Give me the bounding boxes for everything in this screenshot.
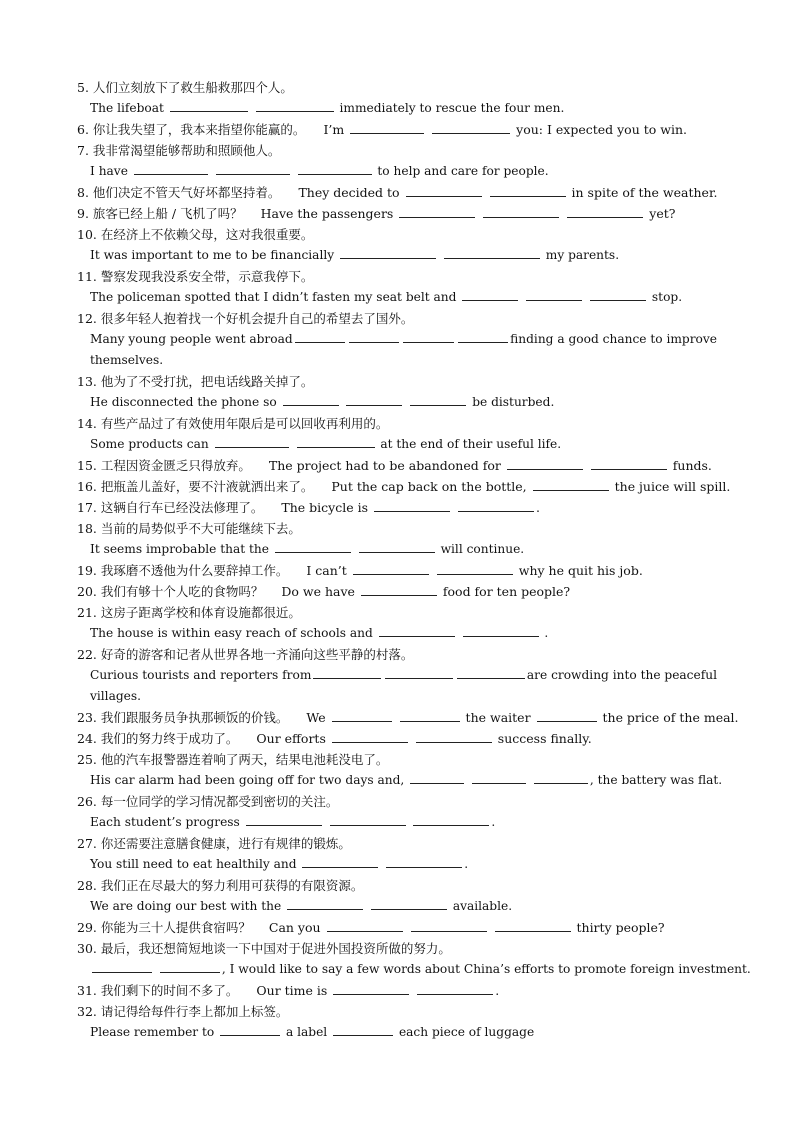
question-number: 29.: [77, 920, 97, 935]
question-number: 28.: [77, 878, 97, 893]
english-sentence: [0, 854, 794, 875]
chinese-prompt: 好奇的游客和记者从世界各地一齐涌向这些平静的村落。: [100, 647, 414, 662]
answer-blank[interactable]: [302, 855, 378, 868]
sentence-text: the waiter: [461, 710, 535, 725]
english-sentence: [323, 122, 687, 137]
english-sentence-continued: villages.: [90, 689, 141, 703]
question-item: [0, 413, 794, 455]
answer-blank[interactable]: [483, 205, 559, 218]
english-sentence: [0, 1022, 794, 1043]
english-sentence: [0, 959, 794, 980]
answer-blank[interactable]: [332, 730, 408, 743]
answer-blank[interactable]: [346, 393, 402, 406]
question-item: [0, 980, 794, 1001]
chinese-prompt: 最后，我还想简短地谈一下中国对于促进外国投资所做的努力。: [100, 941, 451, 956]
question-number: 14.: [77, 416, 97, 431]
question-number: 16.: [77, 479, 97, 494]
question-number: 15.: [77, 458, 97, 473]
sentence-text: stop.: [648, 290, 683, 304]
question-item: [0, 266, 794, 308]
answer-blank[interactable]: [416, 730, 492, 743]
sentence-text: to help and care for people.: [373, 164, 549, 178]
sentence-text: Curious tourists and reporters from: [90, 668, 312, 682]
question-number: 7.: [77, 143, 89, 158]
answer-blank[interactable]: [432, 121, 510, 134]
english-sentence: [0, 98, 794, 119]
sentence-text: You still need to eat healthily and: [90, 857, 301, 871]
english-sentence: [0, 245, 794, 266]
answer-blank[interactable]: [591, 457, 667, 470]
answer-blank[interactable]: [400, 709, 460, 722]
sentence-text: [411, 983, 415, 998]
answer-blank[interactable]: [444, 246, 540, 259]
question-item: [0, 707, 794, 728]
answer-blank[interactable]: [590, 288, 646, 301]
english-sentence: [306, 710, 738, 725]
chinese-prompt: 这房子距离学校和体育设施都很近。: [100, 605, 301, 620]
answer-blank[interactable]: [332, 709, 392, 722]
question-number: 9.: [77, 206, 89, 221]
answer-blank[interactable]: [349, 330, 399, 343]
sentence-text: Our time is: [256, 983, 332, 998]
answer-blank[interactable]: [361, 583, 437, 596]
answer-blank[interactable]: [353, 562, 429, 575]
sentence-text: They decided to: [298, 185, 404, 200]
sentence-text: the price of the meal.: [598, 710, 739, 725]
sentence-text: I’m: [323, 122, 349, 137]
english-sentence: [269, 920, 665, 935]
question-number: 21.: [77, 605, 97, 620]
sentence-text: [457, 626, 461, 640]
chinese-prompt: 很多年轻人抱着找一个好机会提升自己的希望去了国外。: [100, 311, 414, 326]
chinese-prompt: 当前的局势似乎不大可能继续下去。: [100, 521, 301, 536]
sentence-text: [484, 185, 488, 200]
answer-blank[interactable]: [215, 435, 289, 448]
question-item: [0, 728, 794, 749]
sentence-text: yet?: [645, 206, 676, 221]
sentence-text: available.: [448, 899, 513, 913]
english-sentence: [281, 584, 570, 599]
question-number: 32.: [77, 1004, 97, 1019]
english-sentence: [0, 329, 717, 350]
sentence-text: [380, 857, 384, 871]
chinese-prompt: 他为了不受打扰，把电话线路关掉了。: [100, 374, 314, 389]
answer-blank[interactable]: [386, 855, 462, 868]
chinese-prompt: 请记得给每件行李上都加上标签。: [100, 1004, 289, 1019]
sentence-text: We are doing our best with the: [90, 899, 286, 913]
answer-blank[interactable]: [457, 666, 525, 679]
english-sentence: [331, 479, 730, 494]
sentence-text: Can you: [268, 920, 325, 935]
answer-blank[interactable]: [330, 813, 406, 826]
sentence-text: It was important to me to be financially: [90, 248, 339, 262]
question-number: 27.: [77, 836, 97, 851]
answer-blank[interactable]: [327, 919, 403, 932]
answer-blank[interactable]: [298, 162, 372, 175]
english-sentence: [0, 896, 794, 917]
chinese-prompt: 工程因资金匮乏只得放弃。: [100, 458, 251, 473]
english-sentence-continued: themselves.: [90, 353, 164, 367]
answer-blank[interactable]: [526, 288, 582, 301]
sentence-text: [154, 962, 158, 976]
chinese-prompt: 每一位同学的学习情况都受到密切的关注。: [100, 794, 339, 809]
english-sentence: [281, 500, 540, 515]
sentence-text: .: [535, 500, 540, 515]
answer-blank[interactable]: [379, 624, 455, 637]
answer-blank[interactable]: [359, 540, 435, 553]
answer-blank[interactable]: [399, 205, 475, 218]
answer-blank[interactable]: [371, 897, 447, 910]
sentence-text: Do we have: [281, 584, 359, 599]
question-item: [0, 875, 794, 917]
sentence-text: [394, 710, 398, 725]
sentence-text: [404, 395, 408, 409]
sentence-text: finding a good chance to improve: [510, 332, 717, 346]
question-item: [0, 182, 794, 203]
question-item: [0, 791, 794, 833]
answer-blank[interactable]: [472, 771, 526, 784]
answer-blank[interactable]: [313, 666, 381, 679]
answer-blank[interactable]: [490, 184, 566, 197]
answer-blank[interactable]: [533, 478, 609, 491]
answer-blank[interactable]: [295, 330, 345, 343]
english-sentence: [261, 206, 676, 221]
sentence-text: [365, 899, 369, 913]
sentence-text: Have the passengers: [260, 206, 398, 221]
sentence-text: The policeman spotted that I didn’t fasten my seat belt and: [90, 290, 461, 304]
sentence-text: [324, 815, 328, 829]
question-item: [0, 119, 794, 140]
question-number: 23.: [77, 710, 97, 725]
chinese-prompt: 他的汽车报警器连着响了两天，结果电池耗没电了。: [100, 752, 389, 767]
question-number: 30.: [77, 941, 97, 956]
sentence-text: We: [306, 710, 330, 725]
answer-blank[interactable]: [350, 121, 424, 134]
sentence-text: Our efforts: [256, 731, 330, 746]
question-item: [0, 644, 794, 707]
sentence-text: are crowding into the peaceful: [526, 668, 717, 682]
answer-blank[interactable]: [507, 457, 583, 470]
question-item: [0, 602, 794, 644]
question-number: 22.: [77, 647, 97, 662]
question-item: [0, 518, 794, 560]
question-number: 10.: [77, 227, 97, 242]
chinese-prompt: 在经济上不依赖父母，这对我很重要。: [100, 227, 314, 242]
english-sentence: [298, 185, 717, 200]
chinese-prompt: 他们决定不管天气好坏都坚持着。: [92, 185, 281, 200]
sentence-text: .: [495, 983, 500, 998]
english-sentence: [256, 731, 591, 746]
answer-blank[interactable]: [406, 184, 482, 197]
sentence-text: thirty people?: [572, 920, 665, 935]
exercise-sheet: [0, 77, 794, 1043]
question-number: 17.: [77, 500, 97, 515]
sentence-text: [466, 773, 470, 787]
sentence-text: The lifeboat: [90, 101, 168, 115]
sentence-text: in spite of the weather.: [567, 185, 718, 200]
answer-blank[interactable]: [283, 393, 339, 406]
chinese-prompt: 警察发现我没系安全带，示意我停下。: [100, 269, 314, 284]
answer-blank[interactable]: [495, 919, 571, 932]
question-item: [0, 581, 794, 602]
sentence-text: The project had to be abandoned for: [268, 458, 505, 473]
sentence-text: The house is within easy reach of schools and: [90, 626, 377, 640]
sentence-text: Some products can: [90, 437, 213, 451]
english-sentence: [269, 458, 712, 473]
question-item: [0, 497, 794, 518]
question-number: 18.: [77, 521, 97, 536]
answer-blank[interactable]: [417, 982, 493, 995]
answer-blank[interactable]: [411, 919, 487, 932]
sentence-text: The bicycle is: [281, 500, 372, 515]
english-sentence: [0, 392, 794, 413]
question-item: [0, 224, 794, 266]
chinese-prompt: 我们剩下的时间不多了。: [100, 983, 239, 998]
sentence-text: [292, 164, 296, 178]
sentence-text: [561, 206, 565, 221]
chinese-prompt: 你让我失望了，我本来指望你能赢的。: [92, 122, 306, 137]
english-sentence: [0, 539, 794, 560]
answer-blank[interactable]: [333, 1023, 393, 1036]
answer-blank[interactable]: [333, 982, 409, 995]
english-sentence: [0, 161, 794, 182]
chinese-prompt: 人们立刻放下了救生船救那四个人。: [92, 80, 293, 95]
answer-blank[interactable]: [410, 771, 464, 784]
answer-blank[interactable]: [385, 666, 453, 679]
question-item: [0, 476, 794, 497]
answer-blank[interactable]: [437, 562, 513, 575]
question-number: 13.: [77, 374, 97, 389]
sentence-text: [477, 206, 481, 221]
sentence-text: [405, 920, 409, 935]
answer-blank[interactable]: [297, 435, 375, 448]
sentence-text: , I would like to say a few words about China’s efforts to promote foreign investment.: [221, 962, 751, 976]
english-sentence: [0, 812, 794, 833]
answer-blank[interactable]: [134, 162, 208, 175]
english-sentence: [0, 434, 794, 455]
english-sentence: [256, 983, 499, 998]
question-item: [0, 308, 794, 371]
answer-blank[interactable]: [567, 205, 643, 218]
english-sentence: [306, 563, 642, 578]
answer-blank[interactable]: [537, 709, 597, 722]
sentence-text: It seems improbable that the: [90, 542, 273, 556]
answer-blank[interactable]: [287, 897, 363, 910]
sentence-text: my parents.: [541, 248, 620, 262]
sentence-text: [431, 563, 435, 578]
question-number: 31.: [77, 983, 97, 998]
sentence-text: Many young people went abroad: [90, 332, 293, 346]
question-number: 8.: [77, 185, 89, 200]
answer-blank[interactable]: [413, 813, 489, 826]
question-number: 20.: [77, 584, 97, 599]
question-number: 11.: [77, 269, 97, 284]
answer-blank[interactable]: [410, 393, 466, 406]
sentence-text: [250, 101, 254, 115]
sentence-text: I can’t: [306, 563, 351, 578]
question-item: [0, 455, 794, 476]
answer-blank[interactable]: [92, 960, 152, 973]
english-sentence: [0, 770, 794, 791]
question-item: [0, 77, 794, 119]
sentence-text: [489, 920, 493, 935]
question-item: [0, 938, 794, 980]
sentence-text: a label: [282, 1025, 332, 1039]
chinese-prompt: 我琢磨不透他为什么要辞掉工作。: [100, 563, 289, 578]
chinese-prompt: 我们有够十个人吃的食物吗？: [100, 584, 264, 599]
sentence-text: .: [491, 815, 496, 829]
sentence-text: He disconnected the phone so: [90, 395, 281, 409]
chinese-prompt: 你还需要注意膳食健康，进行有规律的锻炼。: [100, 836, 351, 851]
english-sentence: [0, 287, 794, 308]
sentence-text: .: [540, 626, 549, 640]
answer-blank[interactable]: [463, 624, 539, 637]
question-number: 12.: [77, 311, 97, 326]
chinese-prompt: 旅客已经上船 / 飞机了吗？: [92, 206, 243, 221]
english-sentence: [0, 665, 717, 686]
sentence-text: [520, 290, 524, 304]
answer-blank[interactable]: [275, 540, 351, 553]
question-item: [0, 560, 794, 581]
answer-blank[interactable]: [170, 99, 248, 112]
sentence-text: , the battery was flat.: [589, 773, 723, 787]
question-number: 24.: [77, 731, 97, 746]
question-item: [0, 749, 794, 791]
chinese-prompt: 有些产品过了有效使用年限后是可以回收再利用的。: [100, 416, 389, 431]
question-item: [0, 203, 794, 224]
sentence-text: [528, 773, 532, 787]
sentence-text: [291, 437, 295, 451]
answer-blank[interactable]: [160, 960, 220, 973]
sentence-text: [353, 542, 357, 556]
sentence-text: the juice will spill.: [610, 479, 731, 494]
sentence-text: food for ten people?: [438, 584, 571, 599]
answer-blank[interactable]: [462, 288, 518, 301]
sentence-text: each piece of luggage: [395, 1025, 535, 1039]
sentence-text: [426, 122, 430, 137]
answer-blank[interactable]: [216, 162, 290, 175]
answer-blank[interactable]: [534, 771, 588, 784]
question-item: [0, 140, 794, 182]
sentence-text: [584, 290, 588, 304]
sentence-text: [438, 248, 442, 262]
answer-blank[interactable]: [256, 99, 334, 112]
chinese-prompt: 你能为三十人提供食宿吗？: [100, 920, 251, 935]
question-item: [0, 833, 794, 875]
sentence-text: His car alarm had been going off for two days and,: [90, 773, 409, 787]
answer-blank[interactable]: [458, 499, 534, 512]
sentence-text: Put the cap back on the bottle,: [331, 479, 531, 494]
question-item: [0, 917, 794, 938]
question-item: [0, 1001, 794, 1043]
sentence-text: [410, 731, 414, 746]
question-number: 19.: [77, 563, 97, 578]
chinese-prompt: 把瓶盖儿盖好，要不汁液就洒出来了。: [100, 479, 314, 494]
answer-blank[interactable]: [246, 813, 322, 826]
sentence-text: I have: [90, 164, 132, 178]
chinese-prompt: 这辆自行车已经没法修理了。: [100, 500, 264, 515]
sentence-text: you: I expected you to win.: [512, 122, 687, 137]
answer-blank[interactable]: [403, 330, 453, 343]
sentence-text: will continue.: [436, 542, 525, 556]
sentence-text: [408, 815, 412, 829]
answer-blank[interactable]: [458, 330, 508, 343]
sentence-text: [585, 458, 589, 473]
sentence-text: [452, 500, 456, 515]
chinese-prompt: 我们正在尽最大的努力利用可获得的有限资源。: [100, 878, 364, 893]
question-number: 6.: [77, 122, 89, 137]
sentence-text: at the end of their useful life.: [376, 437, 562, 451]
answer-blank[interactable]: [340, 246, 436, 259]
question-number: 26.: [77, 794, 97, 809]
sentence-text: [210, 164, 214, 178]
sentence-text: be disturbed.: [468, 395, 555, 409]
sentence-text: immediately to rescue the four men.: [335, 101, 565, 115]
chinese-prompt: 我非常渴望能够帮助和照顾他人。: [92, 143, 281, 158]
answer-blank[interactable]: [220, 1023, 280, 1036]
question-number: 5.: [77, 80, 89, 95]
english-sentence: [0, 623, 794, 644]
sentence-text: funds.: [668, 458, 712, 473]
question-number: 25.: [77, 752, 97, 767]
sentence-text: .: [464, 857, 469, 871]
question-item: [0, 371, 794, 413]
sentence-text: [341, 395, 345, 409]
sentence-text: Each student’s progress: [90, 815, 244, 829]
sentence-text: Please remember to: [90, 1025, 219, 1039]
sentence-text: why he quit his job.: [514, 563, 643, 578]
chinese-prompt: 我们的努力终于成功了。: [100, 731, 239, 746]
answer-blank[interactable]: [374, 499, 450, 512]
chinese-prompt: 我们跟服务员争执那顿饭的价钱。: [100, 710, 289, 725]
sentence-text: success finally.: [493, 731, 592, 746]
